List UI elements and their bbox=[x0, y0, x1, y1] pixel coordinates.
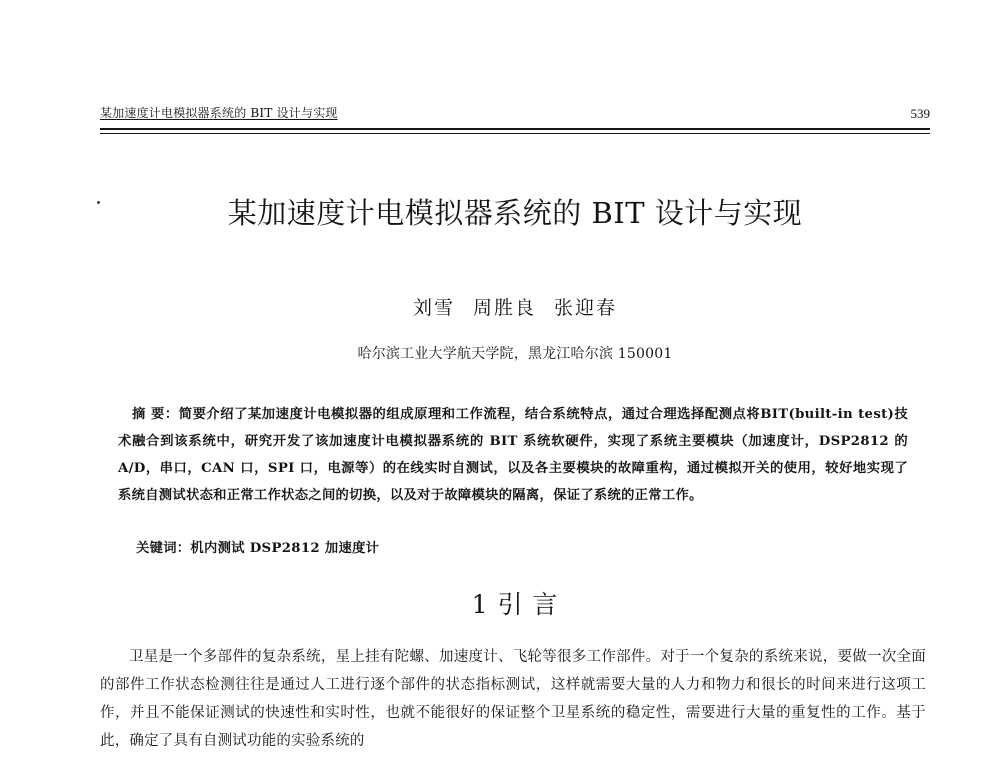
page-number: 539 bbox=[910, 106, 930, 121]
paper-authors: 刘雪 周胜良 张迎春 bbox=[412, 297, 618, 319]
header-rule-thin bbox=[100, 133, 930, 134]
abstract-text: 简要介绍了某加速度计电模拟器的组成原理和工作流程，结合系统特点，通过合理选择配测点将BIT(built-in test)技术融合到该系统中，研究开发了该加速度计电模拟器系统的 BIT 系统软硬件，实现了系统主要模块（加速度计，DSP2812 的 A/D，串口，CAN 口，SPI 口，电源等）的在线实时自测试，以及各主要模块的故障重构，通过模拟开关的使用，较好地实现了系统自测试状态和正常工作状态之间的切换，以及对于故障模块的隔离，保证了系统的正常工作。 bbox=[118, 407, 908, 503]
keywords-text: 机内测试 DSP2812 加速度计 bbox=[190, 541, 380, 556]
abstract bbox=[118, 401, 908, 509]
paper-title: 某加速度计电模拟器系统的 BIT 设计与实现 bbox=[227, 196, 803, 230]
section-heading-introduction: 1 引 言 bbox=[471, 590, 559, 619]
abstract-label: 摘 要： bbox=[132, 407, 179, 422]
running-title: 某加速度计电模拟器系统的 BIT 设计与实现 bbox=[100, 106, 338, 120]
header-rule-thick bbox=[100, 128, 930, 130]
keywords-label: 关键词： bbox=[136, 541, 191, 556]
running-header bbox=[100, 104, 930, 130]
paper-affiliation: 哈尔滨工业大学航天学院，黑龙江哈尔滨 150001 bbox=[357, 346, 673, 362]
introduction-paragraph: 卫星是一个多部件的复杂系统，星上挂有陀螺、加速度计、飞轮等很多工作部件。对于一个复杂的系统来说，要做一次全面的部件工作状态检测往往是通过人工进行逐个部件的状态指标测试，这样就需要大量的人力和物力和很长的时间来进行这项工作，并且不能保证测试的快速性和实时性，也就不能很好的保证整个卫星系统的稳定性，需要进行大量的重复性的工作。基于此，确定了具有自测试功能的实验系统的 bbox=[100, 649, 926, 749]
keywords bbox=[136, 537, 379, 556]
